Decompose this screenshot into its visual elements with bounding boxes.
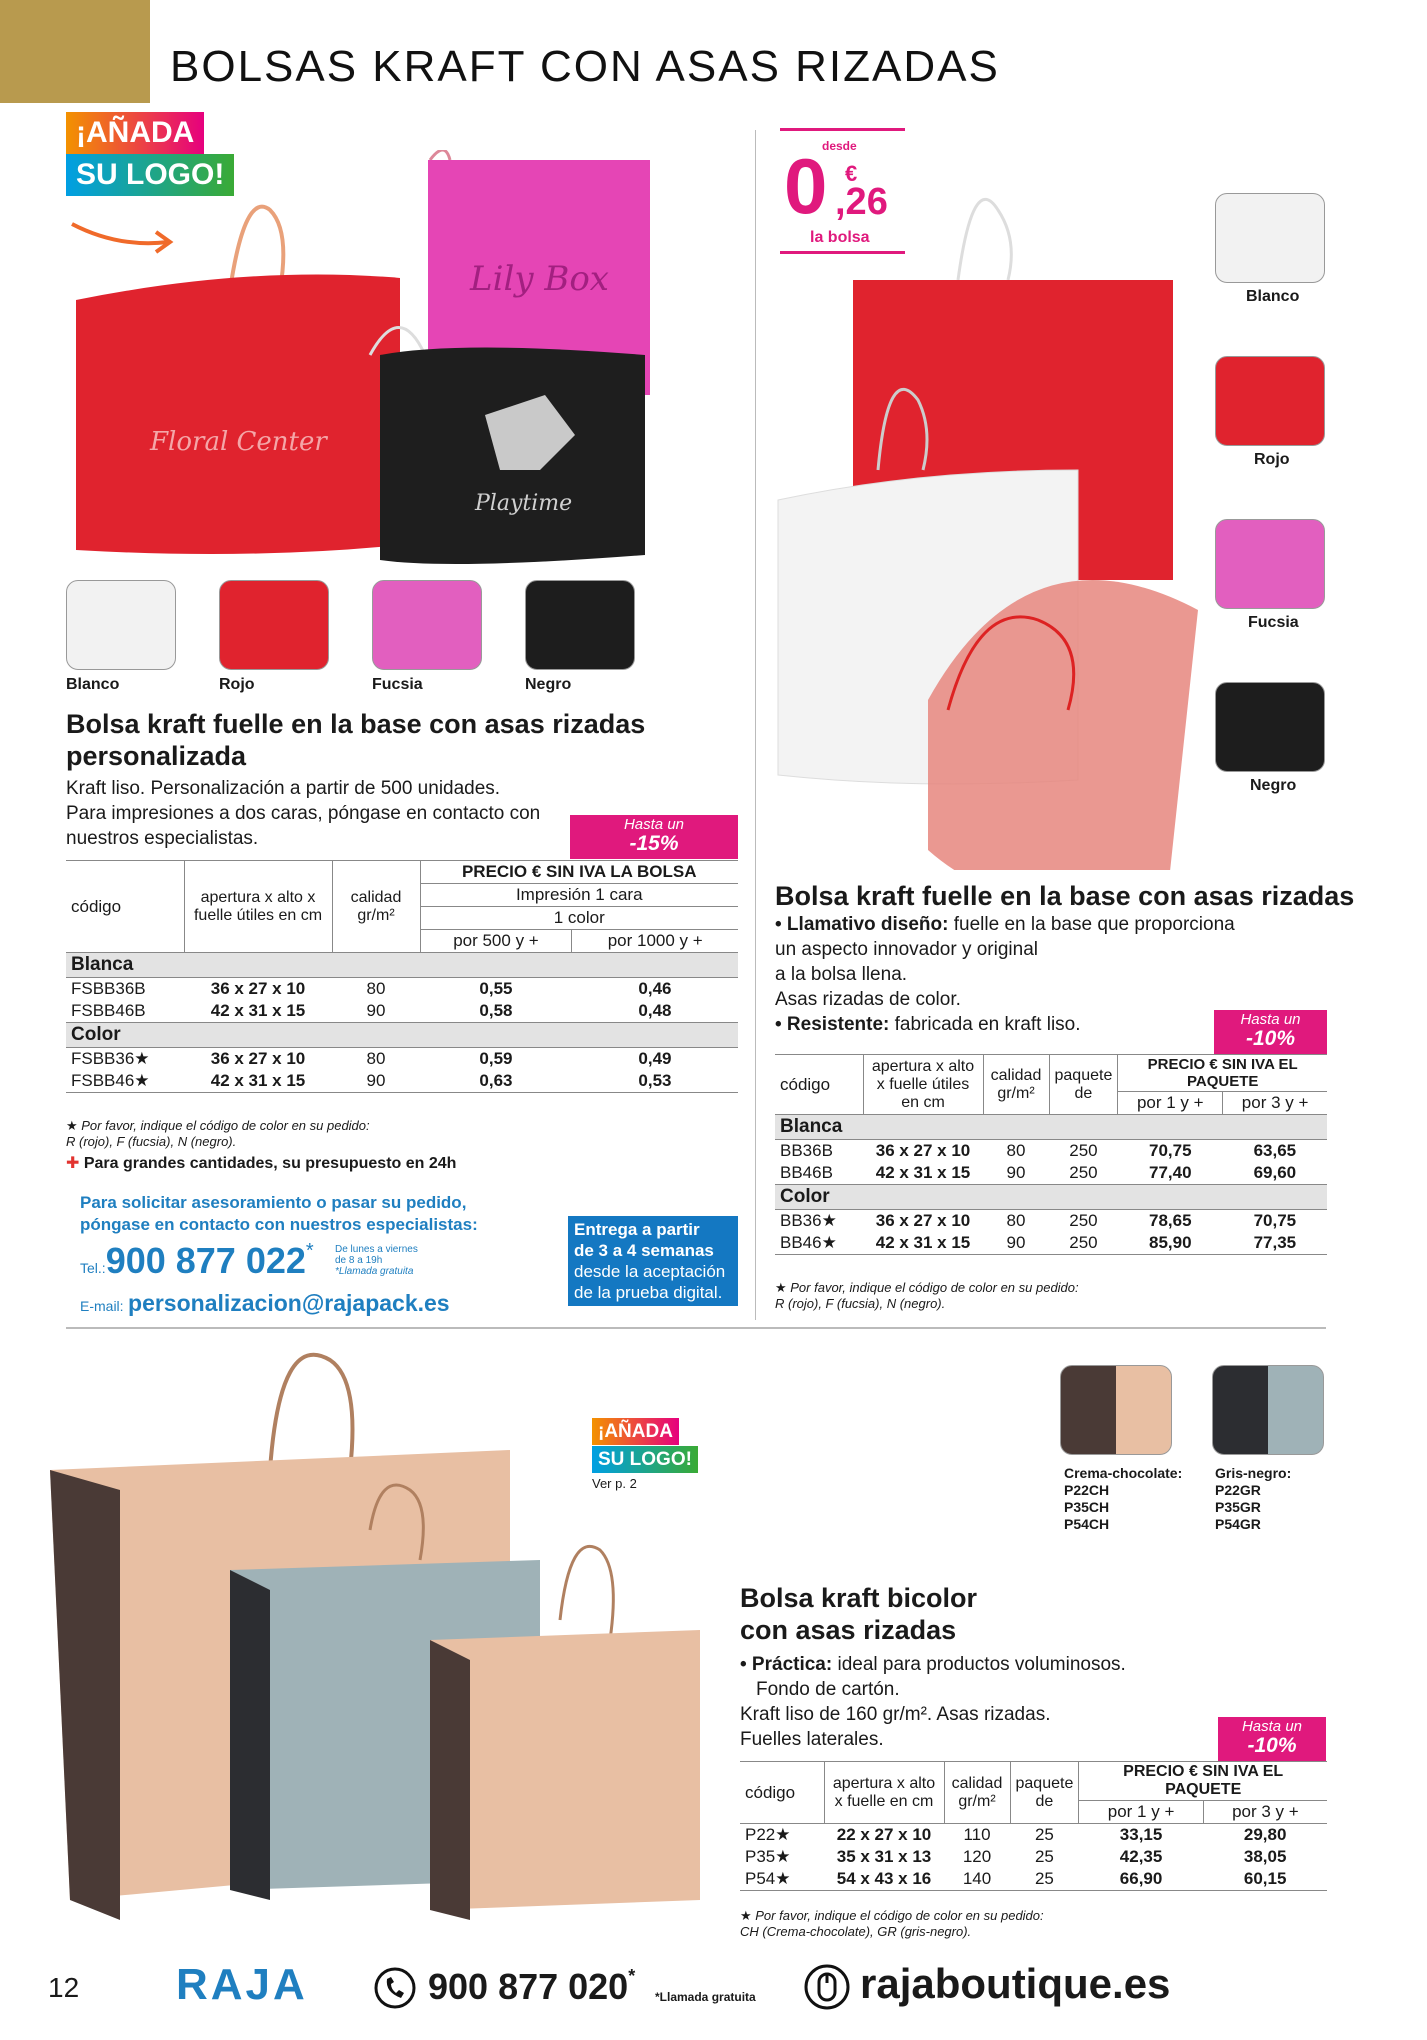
swatch-fucsia [372, 580, 482, 670]
swatch-rojo [219, 580, 329, 670]
swatch-negro [1215, 682, 1325, 772]
p3-swatches: Crema-chocolate: P22CH P35CH P54CH Gris-negro: P22GR P35GR P54GR [1060, 1365, 1340, 1545]
personalized-bags-photo [70, 150, 650, 570]
swatch-blanco [1215, 193, 1325, 283]
p1-title: Bolsa kraft fuelle en la base con asas rizadas personalizada [66, 709, 646, 771]
p1-note: ★ Por favor, indique el código de color en su pedido: R (rojo), F (fucsia), N (negro). [66, 1118, 370, 1149]
p1-email[interactable]: E-mail: personalizacion@rajapack.es [80, 1290, 450, 1316]
table-row: FSBB46B 42 x 31 x 15 90 0,58 0,48 [71, 1001, 672, 1020]
svg-text:Floral Center: Floral Center [150, 427, 327, 457]
p2-note: ★ Por favor, indique el código de color en su pedido: R (rojo), F (fucsia), N (negro). [775, 1280, 1079, 1311]
section-divider [66, 1327, 1326, 1329]
p2-swatches: Blanco Rojo Fucsia Negro [1214, 193, 1334, 813]
swatch-fucsia [1215, 519, 1325, 609]
table-row: FSBB36★ 36 x 27 x 10 80 0,59 0,49 [71, 1049, 672, 1068]
table-row: P35★ 35 x 31 x 13 120 25 42,35 38,05 [745, 1847, 1287, 1866]
from-price-badge: desde 0 € ,26 la bolsa [780, 128, 905, 254]
p1-contact-text: Para solicitar asesoramiento o pasar su pedido, póngase en contacto con nuestros especialistas: [80, 1193, 478, 1234]
table-row: BB46★ 42 x 31 x 15 90 250 85,90 77,35 [775, 1232, 1327, 1255]
swatch-negro [525, 580, 635, 670]
p2-title: Bolsa kraft fuelle en la base con asas rizadas [775, 881, 1355, 911]
mouse-icon [802, 1962, 852, 2012]
swatch-crema-chocolate [1060, 1365, 1172, 1455]
swatch-gris-negro [1212, 1365, 1324, 1455]
table-row: P22★ 22 x 27 x 10 110 25 33,15 29,80 [745, 1825, 1287, 1844]
p1-swatches: Blanco Rojo Fucsia Negro [66, 580, 626, 690]
table-row: BB36★ 36 x 27 x 10 80 250 78,65 70,75 [780, 1211, 1297, 1230]
footer-free-call: *Llamada gratuita [655, 1990, 756, 2004]
red-bag [76, 274, 400, 554]
page-title: BOLSAS KRAFT CON ASAS RIZADAS [170, 42, 1000, 91]
p1-hours: De lunes a viernes de 8 a 19h *Llamada gratuita [335, 1244, 418, 1277]
phone-icon [373, 1966, 417, 2010]
add-logo-badge-small: ¡AÑADA SU LOGO! Ver p. 2 [592, 1418, 698, 1494]
p2-description: • Llamativo diseño: fuelle en la base que proporciona un aspecto innovador y original a la bolsa llena. Asas rizadas de color. • Resistente: fabricada en kraft liso. [775, 914, 1235, 1035]
p1-delivery-box: Entrega a partir de 3 a 4 semanas desde la aceptación de la prueba digital. [568, 1216, 738, 1306]
table-row: P54★ 54 x 43 x 16 140 25 66,90 60,15 [740, 1868, 1327, 1891]
table-row: BB46B 42 x 31 x 15 90 250 77,40 69,60 [780, 1163, 1297, 1182]
raja-logo: RAJA [176, 1960, 308, 2009]
add-logo-badge: ¡AÑADA SU LOGO! [66, 112, 234, 196]
svg-text:Lily Box: Lily Box [470, 259, 609, 299]
header-gold-block [0, 0, 150, 103]
svg-text:Playtime: Playtime [475, 491, 573, 516]
swatch-blanco [66, 580, 176, 670]
p2-discount-badge: Hasta un -10% [1214, 1010, 1327, 1054]
p1-discount-badge: Hasta un -15% [570, 815, 738, 859]
footer-website[interactable]: rajaboutique.es [860, 1960, 1171, 2007]
p3-note: ★ Por favor, indique el código de color en su pedido: CH (Crema-chocolate), GR (gris-negro). [740, 1908, 1044, 1939]
footer-phone[interactable]: 900 877 020* [428, 1966, 636, 2007]
p3-description: • Práctica: ideal para productos voluminosos. Fondo de cartón. Kraft liso de 160 gr/m². Asas rizadas. Fuelles laterales. [740, 1654, 1126, 1750]
p1-phone[interactable]: Tel.:900 877 022* [80, 1240, 314, 1281]
page-number: 12 [48, 1972, 80, 2003]
plus-icon: ✚ [66, 1155, 80, 1172]
p3-discount-badge: Hasta un -10% [1218, 1717, 1326, 1761]
p1-description: Kraft liso. Personalización a partir de 500 unidades. Para impresiones a dos caras, póngase en contacto con nuestros especialistas. [66, 778, 541, 849]
swatch-rojo [1215, 356, 1325, 446]
p1-quote-note: ✚ Para grandes cantidades, su presupuesto en 24h [66, 1155, 457, 1172]
table-row: FSBB36B 36 x 27 x 10 80 0,55 0,46 [71, 979, 672, 998]
p1-price-table: código apertura x alto x fuelle útiles en cm calidad gr/m² PRECIO € SIN IVA LA BOLSA Impresión 1 cara 1 color por 500 y + por 1000 y + Blanca FSBB36B 36 x 27 x 10 80 0,55 0,46 FSBB46B 42 x 31 x 15 90 0,58 0,48 Color FSBB36★ 36 x 27 x 10 80 0,59 0,49 FSBB46★ 42 x 31 x 15 90 0,63 0,53 [66, 860, 738, 1093]
column-divider [755, 130, 756, 1320]
table-row: BB36B 36 x 27 x 10 80 250 70,75 63,65 [780, 1141, 1297, 1160]
p2-price-table: código apertura x alto x fuelle útiles en cm calidad gr/m² paquete de PRECIO € SIN IVA EL PAQUETE por 1 y + por 3 y + Blanca BB36B 36 x 27 x 10 80 250 70,75 63,65 BB46B 42 x 31 x 15 90 250 77,40 69,60 Color BB36★ 36 x 27 x 10 80 250 78,65 70,75 BB46★ 42 x 31 x 15 90 250 85,90 77,35 [775, 1054, 1327, 1255]
base-gusset-bags-photo [768, 170, 1198, 870]
table-row: FSBB46★ 42 x 31 x 15 90 0,63 0,53 [66, 1070, 738, 1093]
p3-title: Bolsa kraft bicolor con asas rizadas [740, 1583, 978, 1645]
p3-price-table: código apertura x alto x fuelle en cm calidad gr/m² paquete de PRECIO € SIN IVA EL PAQUETE por 1 y + por 3 y + P22★ 22 x 27 x 10 110 25 33,15 29,80 P35★ 35 x 31 x 13 120 25 42,35 38,05 P54★ 54 x 43 x 16 140 25 66,90 60,15 [740, 1761, 1327, 1891]
